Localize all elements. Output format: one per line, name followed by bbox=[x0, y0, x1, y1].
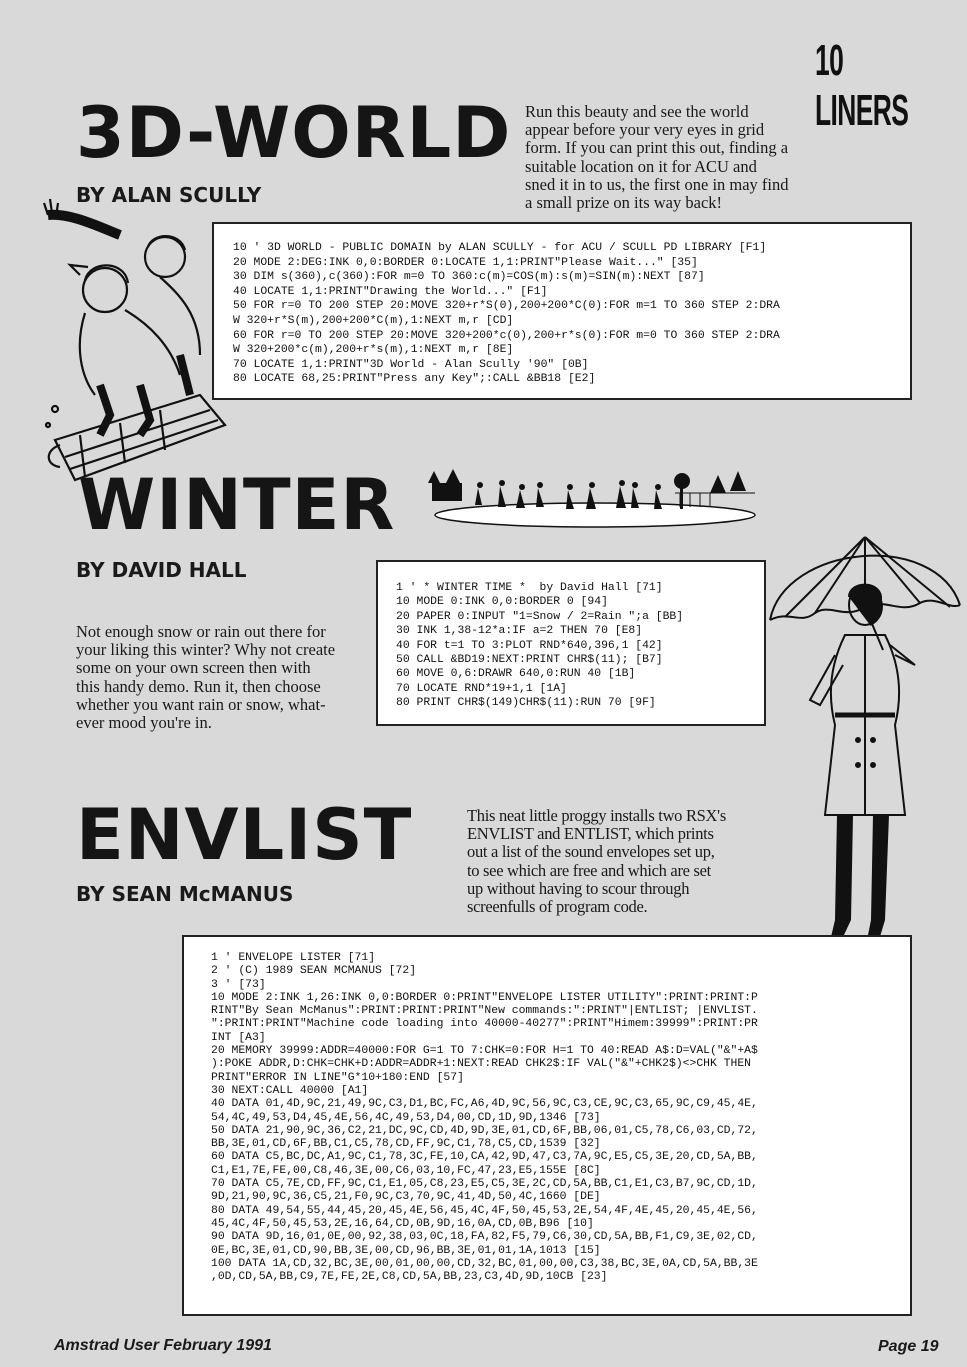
code-line: W 320+r*S(m),200+200*C(m),1:NEXT m,r [CD] bbox=[233, 314, 514, 327]
code-line: 3 ' [73] bbox=[211, 978, 266, 991]
footer-publication: Amstrad User February 1991 bbox=[54, 1337, 272, 1354]
intro-line: a small prize on its way back! bbox=[525, 193, 723, 213]
code-line: 40 DATA 01,4D,9C,21,49,9C,C3,D1,BC,FC,A6,4D,9C,56,9C,C3,CE,9C,C3,65,9C,C9,45,4E, bbox=[211, 1098, 758, 1111]
code-line: 9D,21,90,9C,36,C5,21,F0,9C,C3,70,9C,41,4D,50,4C,1660 [DE] bbox=[211, 1191, 601, 1204]
code-line: 70 LOCATE RND*19+1,1 [1A] bbox=[396, 682, 567, 695]
article-byline-winter: BY DAVID HALL bbox=[76, 558, 247, 582]
intro-line: your liking this winter? Why not create bbox=[76, 640, 336, 660]
intro-line: form. If you can print this out, finding a bbox=[525, 138, 789, 158]
code-line: 70 LOCATE 1,1:PRINT"3D World - Alan Scully '90" [0B] bbox=[233, 358, 589, 371]
code-line: BB,3E,01,CD,6F,BB,C1,C5,78,CD,FF,9C,C1,78,C5,CD,1539 [32] bbox=[211, 1138, 601, 1151]
code-line: 60 DATA C5,BC,DC,A1,9C,C1,78,3C,FE,10,CA,42,9D,47,C3,7A,9C,E5,C5,3E,20,CD,5A,BB, bbox=[211, 1151, 758, 1164]
code-line: ):POKE ADDR,D:CHK=CHK+D:ADDR=ADDR+1:NEXT:READ CHK2$:IF VAL("&"+CHK2$)<>CHK THEN bbox=[211, 1058, 752, 1071]
code-listing-3d-world bbox=[212, 222, 912, 400]
code-line: W 320+200*c(m),200+r*s(m),1:NEXT m,r [8E] bbox=[233, 344, 514, 357]
intro-line: Not enough snow or rain out there for bbox=[76, 622, 326, 641]
intro-line: sned it in to us, the first one in may find bbox=[525, 174, 789, 194]
code-line: 30 DIM s(360),c(360):FOR m=0 TO 360:c(m)=COS(m):s(m)=SIN(m):NEXT [87] bbox=[233, 271, 705, 284]
intro-line: ever mood you're in. bbox=[76, 713, 212, 733]
intro-line: to see which are free and which are set bbox=[467, 860, 711, 880]
code-line: 50 DATA 21,90,9C,36,C2,21,DC,9C,CD,4D,9D,3E,01,CD,6F,BB,06,01,C5,78,C6,03,CD,72, bbox=[211, 1124, 758, 1137]
code-line: 80 DATA 49,54,55,44,45,20,45,4E,56,45,4C,4F,50,45,53,2E,54,4F,4E,45,20,45,4E,56, bbox=[211, 1204, 758, 1217]
article-intro-winter bbox=[76, 623, 356, 732]
code-listing-winter bbox=[376, 560, 766, 726]
intro-line: appear before your very eyes in grid bbox=[525, 120, 765, 140]
code-line: 60 MOVE 0,6:DRAWR 640,0:RUN 40 [1B] bbox=[396, 668, 636, 681]
code-line: ":PRINT:PRINT"Machine code loading into 40000-40277":PRINT"Himem:39999":PRINT:PR bbox=[211, 1018, 758, 1031]
code-line: 0E,BC,3E,01,CD,90,BB,3E,00,CD,96,BB,3E,01,01,1A,1013 [15] bbox=[211, 1244, 601, 1257]
code-line: 54,4C,49,53,D4,45,4E,56,4C,49,53,D4,00,CD,1D,9D,1346 [73] bbox=[211, 1111, 601, 1124]
code-line: 1 ' * WINTER TIME * by David Hall [71] bbox=[396, 582, 663, 594]
article-byline-envlist: BY SEAN McMANUS bbox=[76, 882, 294, 906]
umbrella-woman-illustration bbox=[765, 525, 965, 945]
code-line: PRINT"ERROR IN LINE"G*10+180:END [57] bbox=[211, 1071, 464, 1084]
code-line: ,0D,CD,5A,BB,C9,7E,FE,2E,C8,CD,5A,BB,23,C3,4D,9D,10CB [23] bbox=[211, 1271, 608, 1284]
code-line: 50 CALL &BD19:NEXT:PRINT CHR$(11); [B7] bbox=[396, 654, 663, 667]
code-line: 90 DATA 9D,16,01,0E,00,92,38,03,0C,18,FA,82,F5,79,C6,30,CD,5A,BB,F1,C9,3E,02,CD, bbox=[211, 1231, 758, 1244]
intro-line: screenfulls of program code. bbox=[467, 897, 648, 917]
code-line: 80 LOCATE 68,25:PRINT"Press any Key";:CALL &BB18 [E2] bbox=[233, 373, 596, 386]
code-line: 40 LOCATE 1,1:PRINT"Drawing the World..." [F1] bbox=[233, 285, 548, 298]
article-title-winter: WINTER bbox=[78, 464, 396, 546]
code-line: RINT"By Sean McManus":PRINT:PRINT:PRINT"New commands:":PRINT"|ENTLIST; |ENVLIST. bbox=[211, 1005, 758, 1018]
intro-line: whether you want rain or snow, what- bbox=[76, 694, 326, 714]
code-line: 40 FOR t=1 TO 3:PLOT RND*640,396,1 [42] bbox=[396, 639, 663, 652]
intro-line: Run this beauty and see the world bbox=[525, 102, 749, 121]
code-line: 20 PAPER 0:INPUT "1=Snow / 2=Rain ";a [BB] bbox=[396, 610, 684, 623]
intro-line: up without having to scour through bbox=[467, 878, 690, 898]
article-title-3d-world: 3D-WORLD bbox=[76, 92, 512, 174]
intro-line: suitable location on it for ACU and bbox=[525, 156, 757, 176]
intro-line: ENVLIST and ENTLIST, which prints bbox=[467, 824, 714, 844]
article-intro-envlist bbox=[467, 807, 737, 916]
code-line: 20 MODE 2:DEG:INK 0,0:BORDER 0:LOCATE 1,1:PRINT"Please Wait..." [35] bbox=[233, 256, 698, 269]
intro-line: some on your own screen then with bbox=[76, 658, 311, 678]
code-line: 10 MODE 2:INK 1,26:INK 0,0:BORDER 0:PRINT"ENVELOPE LISTER UTILITY":PRINT:PRINT:P bbox=[211, 991, 758, 1004]
code-line: 100 DATA 1A,CD,32,BC,3E,00,01,00,00,CD,32,BC,01,00,00,C3,38,BC,3E,0A,CD,5A,BB,3E bbox=[211, 1257, 758, 1270]
skating-scene-illustration bbox=[420, 463, 760, 533]
code-line: 30 INK 1,38-12*a:IF a=2 THEN 70 [E8] bbox=[396, 625, 643, 638]
intro-line: this handy demo. Run it, then choose bbox=[76, 676, 321, 696]
code-line: 10 ' 3D WORLD - PUBLIC DOMAIN by ALAN SCULLY - for ACU / SCULL PD LIBRARY [F1] bbox=[233, 242, 767, 254]
code-line: INT [A3] bbox=[211, 1031, 266, 1044]
article-title-envlist: ENVLIST bbox=[76, 794, 413, 876]
code-line: 1 ' ENVELOPE LISTER [71] bbox=[211, 952, 376, 964]
section-label: 10 LINERS bbox=[815, 36, 909, 135]
code-line: 60 FOR r=0 TO 200 STEP 20:MOVE 320+200*c(0),200+r*s(0):FOR m=0 TO 360 STEP 2:DRA bbox=[233, 329, 780, 342]
code-listing-envlist bbox=[182, 935, 912, 1316]
code-line: 70 DATA C5,7E,CD,FF,9C,C1,E1,05,C8,23,E5,C5,3E,2C,CD,5A,BB,C1,E1,C3,B7,9C,CD,1D, bbox=[211, 1178, 758, 1191]
footer-page-number: Page 19 bbox=[878, 1338, 939, 1355]
article-byline-3d-world: BY ALAN SCULLY bbox=[76, 183, 262, 207]
code-line: 50 FOR r=0 TO 200 STEP 20:MOVE 320+r*S(0),200+200*C(0):FOR m=1 TO 360 STEP 2:DRA bbox=[233, 300, 780, 313]
sledge-illustration bbox=[40, 195, 240, 485]
intro-line: This neat little proggy installs two RSX's bbox=[467, 806, 726, 825]
code-line: 80 PRINT CHR$(149)CHR$(11):RUN 70 [9F] bbox=[396, 697, 656, 710]
article-intro-3d-world bbox=[525, 103, 795, 212]
code-line: C1,E1,7E,FE,00,C8,46,3E,00,C6,03,10,FC,47,23,E5,155E [8C] bbox=[211, 1164, 601, 1177]
intro-line: out a list of the sound envelopes set up, bbox=[467, 842, 715, 862]
code-line: 30 NEXT:CALL 40000 [A1] bbox=[211, 1084, 369, 1097]
code-line: 20 MEMORY 39999:ADDR=40000:FOR G=1 TO 7:CHK=0:FOR H=1 TO 40:READ A$:D=VAL("&"+A$ bbox=[211, 1045, 758, 1058]
code-line: 45,4C,4F,50,45,53,2E,16,64,CD,0B,9D,16,0A,CD,0B,B96 [10] bbox=[211, 1217, 594, 1230]
code-line: 2 ' (C) 1989 SEAN MCMANUS [72] bbox=[211, 965, 417, 978]
code-line: 10 MODE 0:INK 0,0:BORDER 0 [94] bbox=[396, 596, 608, 609]
